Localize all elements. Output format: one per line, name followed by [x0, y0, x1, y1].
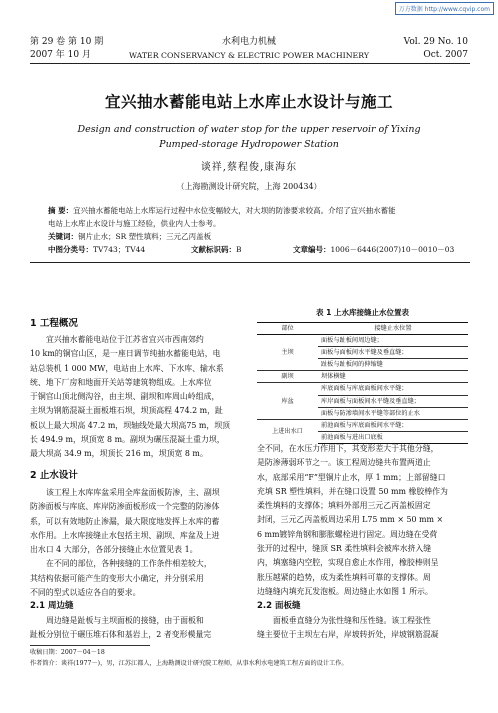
article-no-value: 1006－6446(2007)10－0010－03 [330, 245, 455, 254]
abstract-label: 摘 要： [48, 206, 74, 215]
table-1 [257, 322, 468, 444]
section-2-1-heading: 2.1 周边缝 [30, 601, 74, 611]
doc-code-label: 文献标识码： [191, 245, 236, 254]
table-row [257, 383, 468, 395]
keywords: 铜片止水；SR 塑性填料；三元乙丙盖板 [78, 232, 212, 241]
text-line: 于铜官山顶北侧沟谷，由主坝、副坝和库周山岭组成， [30, 392, 220, 402]
section-1-heading: 1 工程概况 [30, 318, 78, 329]
keywords-line [48, 231, 211, 243]
abstract-line2: 电站上水库止水设计与施工经验，供业内人士参考。 [48, 219, 221, 228]
text-line: 张开的过程中，缝顶 SR 柔性填料会被库水挤入缝 [257, 544, 432, 554]
text-line: 充填 SR 塑性填料，并在缝口设置 50 mm 橡胶棒作为 [257, 486, 448, 496]
section-1-body [30, 333, 245, 462]
table-col-part: 部位 [257, 323, 318, 335]
text-line: 周边缝是趾板与主坝面板的接缝，由于面板和 [46, 616, 204, 625]
table-cell: 面板与趾板间周边缝； [318, 335, 468, 347]
article-no-label: 文章编号： [293, 245, 331, 254]
section-2-1-body [30, 614, 245, 643]
text-line: 板以上最大坝高 47.2 m，坝轴线处最大坝高75 m，坝顶 [30, 420, 231, 430]
source-stamp[interactable]: 万方数据 http://www.cqvip.com [395, 2, 494, 15]
abstract-rule [30, 262, 470, 263]
text-line: 统、地下厂房和地面开关站等建筑物组成。上水库位 [30, 377, 212, 387]
text-line: 封闭，三元乙丙盖板周边采用 L75 mm × 50 mm × [257, 515, 444, 525]
text-line: 面板垂直缝分为张性缝和压性缝。该工程张性 [273, 616, 431, 625]
header-journal-en: WATER CONSERVANCY & ELECTRIC POWER MACHINERY [128, 51, 369, 60]
table-cell-part: 库盆 [257, 383, 318, 419]
section-2-2-body [257, 614, 468, 643]
header-volume-left: 第 29 卷 第 10 期 [30, 37, 104, 47]
text-line: 6 mm镀锌角钢和膨胀螺栓进行固定。周边缝在受荷 [257, 529, 438, 539]
footnote-rule [30, 645, 150, 646]
text-line: 胀压越紧的趋势，成为柔性填料可靠的支撑体。周 [257, 572, 431, 582]
text-line: 柔性填料的支撑体；填料外部用三元乙丙盖板固定 [257, 501, 431, 511]
table-cell: 面板与防渗墙间水平缝等部位的止水 [318, 407, 468, 419]
clc-line [48, 244, 145, 256]
text-line: 该工程上水库库盆采用全库盆面板防渗，主、副坝 [46, 488, 220, 497]
table-row [257, 371, 468, 383]
table-cell: 库岸面板与面板间水平缝及垂直缝； [318, 395, 468, 407]
english-title-line2: Pumped-storage Hydropower Station [159, 139, 339, 150]
text-line: 系，可以有效地防止渗漏，最大限度地发挥上水库的蓄 [30, 516, 220, 526]
table-cell: 前池面板与进出口底板 [318, 431, 468, 443]
received-date: 收稿日期：2007－04－18 [30, 649, 105, 656]
table-cell-part: 主坝 [257, 335, 318, 371]
text-line: 宜兴抽水蓄能电站位于江苏省宜兴市西南郊约 [46, 335, 204, 344]
text-line: 在不同的部位，各种接缝的工作条件相差较大， [46, 559, 212, 569]
text-line: 是防渗薄弱环节之一。该工程周边缝共布置两道止 [257, 458, 431, 468]
author-info: 作者简介：谈祥(1977－)，男，江苏江都人，上海勘测设计研究院工程师，从事水利水电建筑工程方面的设计工作。 [30, 660, 348, 667]
keywords-label: 关键词： [48, 232, 78, 241]
abstract-line1 [48, 205, 396, 217]
table-row [257, 335, 468, 347]
clc-label: 中图分类号： [48, 245, 93, 254]
text-line: 站总装机 1 000 MW，电站由上水库、下水库、输水系 [30, 363, 224, 373]
header-journal-cn: 水利电力机械 [221, 37, 276, 47]
section-2-body [30, 486, 245, 600]
text-line: 10 km的铜官山区，是一座日调节纯抽水蓄能电站，电 [30, 349, 221, 359]
right-column-body [257, 442, 468, 599]
text-line: 主坝为钢筋混凝土面板堆石坝，坝顶高程 474.2 m，趾 [30, 406, 223, 416]
header-rule [30, 63, 470, 64]
text-line: 缝主要位于主坝左右岸，岸坡转折处，岸坡钢筋混凝 [257, 630, 439, 640]
table-cell: 前池面板与库底面板间水平缝； [318, 419, 468, 431]
table-cell-part: 副坝 [257, 371, 318, 383]
english-title-line1: Design and construction of water stop for the upper reservoir of Yixing [77, 124, 421, 135]
header-date-right: Oct. 2007 [423, 50, 468, 60]
table-cell: 坝体横缝 [318, 371, 468, 383]
text-line: 长 494.9 m，坝顶宽 8 m。副坝为碾压混凝土重力坝， [30, 435, 225, 445]
table-row [257, 419, 468, 431]
article-title: 宜兴抽水蓄能电站上水库止水设计与施工 [104, 93, 393, 111]
table-cell: 面板与面板间水平缝及垂直缝； [318, 347, 468, 359]
text-line: 内，填塞缝内空腔，实现自愈止水作用，橡胶棒则呈 [257, 558, 439, 568]
header-volume-right: Vol. 29 No. 10 [403, 37, 468, 47]
section-2-2-heading: 2.2 面板缝 [257, 601, 301, 611]
clc-value: TV743；TV44 [93, 245, 146, 254]
text-line: 水作用。上水库接缝止水包括主坝、副坝、库盆及上进 [30, 530, 220, 540]
doc-code-line [191, 244, 242, 256]
text-line: 趾板分别位于碾压堆石体和基岩上，2 者变形模量完 [30, 630, 212, 640]
text-line: 最大坝高 34.9 m，坝顶长 216 m，坝顶宽 8 m。 [30, 449, 208, 459]
table-cell: 趾板与趾板间的伸缩缝 [318, 359, 468, 371]
text-line: 不同的型式以适应各自的要求。 [30, 588, 141, 598]
authors: 谈祥,蔡程俊,康海东 [200, 162, 298, 173]
abstract-text1: 宜兴抽水蓄能电站上水库运行过程中水位变幅较大，对大坝的防渗要求较高。介绍了宜兴抽水蓄能 [73, 206, 396, 215]
table-1-caption: 表 1 上水库接缝止水位置表 [316, 308, 409, 317]
affiliation: （上海勘测设计研究院，上海 200434） [176, 182, 322, 191]
table-cell-part: 上进出水口 [257, 419, 318, 443]
table-header-row [257, 323, 468, 335]
text-line: 出水口 4 大部分，各部分接缝止水位置见表 1。 [30, 545, 198, 555]
text-line: 防渗面板与库底、库岸防渗面板形成一个完整的防渗体 [30, 502, 220, 512]
table-cell: 库底面板与库底面板间水平缝； [318, 383, 468, 395]
header-date-left: 2007 年 10 月 [30, 50, 91, 60]
doc-code-value: B [236, 245, 242, 254]
text-line: 其结构依据可能产生的变形大小确定，并分别采用 [30, 573, 204, 583]
text-line: 边缝缝内填充瓦发泡板。周边缝止水如图 1 所示。 [257, 586, 433, 596]
article-no-line [293, 244, 454, 256]
text-line: 全不同，在水压力作用下，其变形差大于其他分缝， [257, 444, 439, 453]
text-line: 水，底部采用“F”型铜片止水，厚 1 mm；上部留缝口 [257, 472, 446, 482]
section-2-heading: 2 止水设计 [30, 470, 78, 481]
table-col-position: 接缝止水位置 [318, 323, 468, 335]
